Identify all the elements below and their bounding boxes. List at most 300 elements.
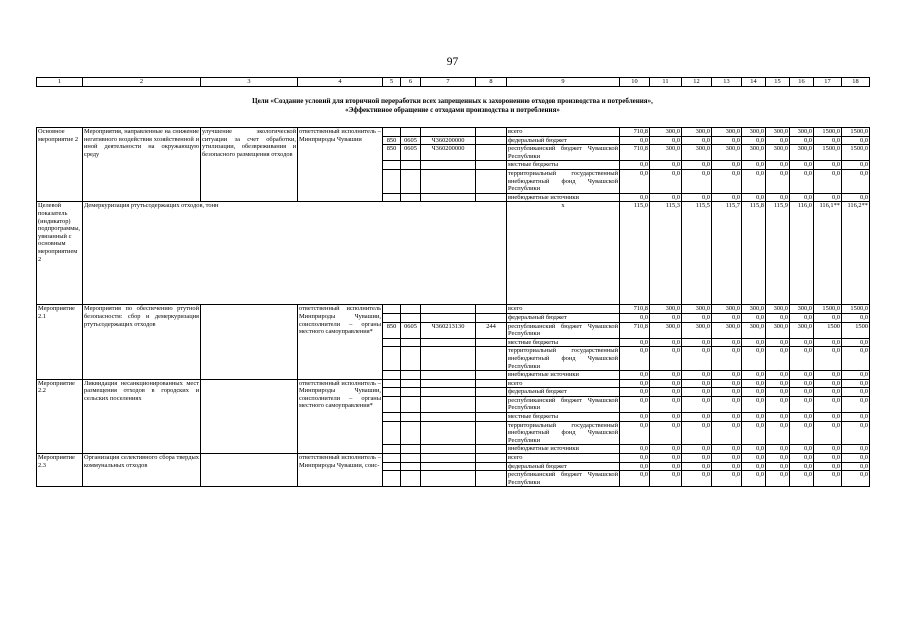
value-cell: 0,0 — [712, 445, 742, 454]
value-cell: 115,7 — [712, 202, 742, 305]
value-cell: 300,0 — [682, 305, 712, 314]
value-cell: 0,0 — [650, 161, 682, 170]
value-cell: 0,0 — [620, 445, 650, 454]
vr-code — [476, 454, 507, 463]
source-cell: республиканский бюджет Чувашской Республики — [508, 396, 618, 412]
vr-code — [476, 305, 507, 314]
rz-code: 0605 — [401, 145, 421, 161]
value-cell: 0,0 — [712, 413, 742, 422]
gr-code — [383, 413, 401, 422]
value-cell: 0,0 — [766, 347, 790, 371]
value-cell: 300,0 — [790, 322, 814, 338]
value-cell: 0,0 — [814, 454, 842, 463]
csr-code — [421, 445, 476, 454]
responsible-cell: ответственный исполнитель – Минприроды Чувашии — [298, 128, 383, 202]
value-cell: 0,0 — [842, 169, 870, 193]
value-cell: 0,0 — [650, 388, 682, 397]
source-cell: местные бюджеты — [507, 338, 620, 347]
source-cell: всего — [507, 128, 620, 137]
value-cell: 0,0 — [712, 421, 742, 445]
measure-name: Мероприятия, направленные на снижение негативного воздействия хозяйственной и иной деятельности на окружающую среду — [83, 128, 201, 202]
vr-code — [476, 161, 507, 170]
source-cell: всего — [507, 454, 620, 463]
value-cell: 0,0 — [650, 313, 682, 322]
value-cell: 0,0 — [766, 371, 790, 380]
value-cell: 0,0 — [650, 379, 682, 388]
value-cell: 300,0 — [766, 145, 790, 161]
gr-code — [383, 128, 401, 137]
value-cell: 0,0 — [620, 136, 650, 145]
value-cell: 710,8 — [620, 305, 650, 314]
gr-code — [383, 371, 401, 380]
value-cell: 0,0 — [742, 462, 766, 471]
value-cell: 0,0 — [814, 421, 842, 445]
header-cell: 3 — [201, 78, 298, 87]
value-cell: 0,0 — [742, 471, 766, 487]
rz-code — [401, 347, 421, 371]
value-cell: 0,0 — [842, 462, 870, 471]
csr-code — [421, 313, 476, 322]
header-cell: 4 — [298, 78, 383, 87]
value-cell: 0,0 — [814, 193, 842, 202]
vr-code — [476, 169, 507, 193]
value-cell: 0,0 — [814, 379, 842, 388]
rz-code — [401, 338, 421, 347]
csr-code — [421, 462, 476, 471]
source-cell: республиканский бюджет Чувашской Республики — [508, 145, 618, 160]
x-cell: x — [507, 202, 620, 305]
csr-code — [421, 454, 476, 463]
value-cell: 0,0 — [766, 421, 790, 445]
value-cell: 1500 — [814, 322, 842, 338]
header-cell: 12 — [682, 78, 712, 87]
rz-code — [401, 396, 421, 412]
status-cell: Мероприятие 2.2 — [37, 379, 83, 453]
value-cell: 0,0 — [766, 396, 790, 412]
gr-code — [383, 338, 401, 347]
value-cell: 0,0 — [814, 136, 842, 145]
table-row — [37, 454, 870, 463]
value-cell: 300,0 — [682, 145, 712, 161]
value-cell: 0,0 — [790, 379, 814, 388]
value-cell: 0,0 — [790, 396, 814, 412]
status-cell: Мероприятие 2.1 — [37, 305, 83, 379]
value-cell: 0,0 — [682, 193, 712, 202]
vr-code: 244 — [476, 322, 507, 338]
value-cell: 0,0 — [842, 313, 870, 322]
measure-name: Ликвидация несанкционированных мест размещения отходов в городских и сельских поселениях — [83, 379, 201, 453]
csr-code — [421, 128, 476, 137]
csr-code — [421, 347, 476, 371]
value-cell: 0,0 — [712, 136, 742, 145]
csr-code — [421, 471, 476, 487]
indicator-name: Демеркуризация ртутьсодержащих отходов, тонн — [83, 202, 507, 305]
value-cell: 0,0 — [712, 313, 742, 322]
value-cell: 0,0 — [682, 462, 712, 471]
rz-code — [401, 388, 421, 397]
value-cell: 300,0 — [712, 145, 742, 161]
vr-code — [476, 193, 507, 202]
value-cell: 0,0 — [620, 379, 650, 388]
value-cell: 0,0 — [766, 471, 790, 487]
csr-code: Ч360213130 — [421, 322, 476, 338]
value-cell: 0,0 — [620, 313, 650, 322]
responsible-cell: ответственный исполнитель Минприроды Чувашии, соисполнители – органы местного самоуправления* — [298, 305, 383, 379]
value-cell: 1500,0 — [814, 305, 842, 314]
value-cell: 0,0 — [712, 193, 742, 202]
rz-code — [401, 445, 421, 454]
value-cell: 0,0 — [650, 347, 682, 371]
value-cell: 0,0 — [712, 347, 742, 371]
value-cell: 0,0 — [766, 413, 790, 422]
value-cell: 0,0 — [742, 421, 766, 445]
vr-code — [476, 347, 507, 371]
value-cell: 0,0 — [712, 161, 742, 170]
rz-code — [401, 413, 421, 422]
value-cell: 0,0 — [742, 136, 766, 145]
csr-code — [421, 169, 476, 193]
value-cell: 0,0 — [842, 347, 870, 371]
value-cell: 116,2** — [842, 202, 870, 305]
value-cell: 0,0 — [790, 169, 814, 193]
status-cell: Целевой показатель (индикатор) подпрограммы, увязанный с основным мероприятием 2 — [37, 202, 83, 305]
source-cell: федеральный бюджет — [507, 313, 620, 322]
gr-code: 850 — [383, 322, 401, 338]
value-cell: 300,0 — [650, 305, 682, 314]
value-cell: 0,0 — [790, 454, 814, 463]
value-cell: 0,0 — [742, 338, 766, 347]
rz-code — [401, 193, 421, 202]
goal-cell — [201, 454, 298, 487]
vr-code — [476, 462, 507, 471]
value-cell: 0,0 — [742, 347, 766, 371]
target-indicator-row — [37, 202, 870, 305]
csr-code — [421, 379, 476, 388]
rz-code — [401, 313, 421, 322]
value-cell: 0,0 — [742, 313, 766, 322]
value-cell: 0,0 — [620, 347, 650, 371]
csr-code — [421, 193, 476, 202]
value-cell: 1500,0 — [842, 305, 870, 314]
gr-code — [383, 462, 401, 471]
source-cell: местные бюджеты — [507, 161, 620, 170]
value-cell: 0,0 — [620, 193, 650, 202]
gr-code — [383, 305, 401, 314]
rz-code — [401, 305, 421, 314]
value-cell: 0,0 — [682, 454, 712, 463]
value-cell: 0,0 — [766, 169, 790, 193]
value-cell: 0,0 — [842, 371, 870, 380]
value-cell: 300,0 — [650, 128, 682, 137]
value-cell: 0,0 — [742, 454, 766, 463]
vr-code — [476, 421, 507, 445]
value-cell: 0,0 — [620, 396, 650, 412]
value-cell: 0,0 — [842, 388, 870, 397]
gr-code — [383, 161, 401, 170]
value-cell: 710,8 — [620, 322, 650, 338]
value-cell: 1500,0 — [814, 145, 842, 161]
value-cell: 0,0 — [650, 462, 682, 471]
value-cell: 0,0 — [842, 161, 870, 170]
value-cell: 300,0 — [766, 322, 790, 338]
header-cell: 14 — [742, 78, 766, 87]
value-cell: 0,0 — [790, 161, 814, 170]
responsible-cell: ответственный исполнитель – Минприроды Чувашии, соис- — [298, 454, 383, 487]
value-cell: 0,0 — [814, 445, 842, 454]
value-cell: 0,0 — [790, 371, 814, 380]
vr-code — [476, 379, 507, 388]
value-cell: 0,0 — [790, 313, 814, 322]
gr-code: 850 — [383, 136, 401, 145]
value-cell: 0,0 — [766, 193, 790, 202]
source-cell: территориальный государственный внебюджетный фонд Чувашской Республики — [508, 169, 618, 193]
value-cell: 0,0 — [712, 396, 742, 412]
value-cell: 0,0 — [790, 421, 814, 445]
table-row — [37, 379, 870, 388]
header-cell: 5 — [383, 78, 401, 87]
value-cell: 0,0 — [712, 371, 742, 380]
value-cell: 115,3 — [650, 202, 682, 305]
rz-code — [401, 421, 421, 445]
value-cell: 300,0 — [766, 128, 790, 137]
csr-code — [421, 371, 476, 380]
value-cell: 0,0 — [682, 421, 712, 445]
vr-code — [476, 388, 507, 397]
csr-code — [421, 305, 476, 314]
value-cell: 0,0 — [650, 169, 682, 193]
rz-code — [401, 169, 421, 193]
value-cell: 0,0 — [650, 396, 682, 412]
value-cell: 0,0 — [682, 169, 712, 193]
gr-code — [383, 388, 401, 397]
rz-code: 0605 — [401, 322, 421, 338]
value-cell: 1500,0 — [842, 128, 870, 137]
source-cell: внебюджетные источники — [507, 193, 620, 202]
value-cell: 0,0 — [766, 313, 790, 322]
rz-code — [401, 462, 421, 471]
value-cell: 0,0 — [766, 379, 790, 388]
vr-code — [476, 136, 507, 145]
table-row — [37, 128, 870, 137]
value-cell: 0,0 — [682, 136, 712, 145]
value-cell: 0,0 — [814, 313, 842, 322]
csr-code — [421, 388, 476, 397]
value-cell: 0,0 — [814, 388, 842, 397]
value-cell: 0,0 — [620, 421, 650, 445]
value-cell: 0,0 — [650, 371, 682, 380]
value-cell: 0,0 — [790, 338, 814, 347]
value-cell: 0,0 — [814, 471, 842, 487]
value-cell: 0,0 — [766, 462, 790, 471]
csr-code: Ч360200000 — [421, 136, 476, 145]
vr-code — [476, 338, 507, 347]
value-cell: 0,0 — [682, 413, 712, 422]
header-cell: 7 — [421, 78, 476, 87]
header-row — [37, 78, 870, 87]
vr-code — [476, 445, 507, 454]
value-cell: 0,0 — [842, 421, 870, 445]
value-cell: 0,0 — [682, 338, 712, 347]
value-cell: 0,0 — [682, 347, 712, 371]
value-cell: 0,0 — [620, 471, 650, 487]
value-cell: 0,0 — [682, 371, 712, 380]
gr-code — [383, 471, 401, 487]
source-cell: внебюджетные источники — [507, 445, 620, 454]
value-cell: 300,0 — [682, 322, 712, 338]
value-cell: 300,0 — [650, 145, 682, 161]
vr-code — [476, 313, 507, 322]
value-cell: 115,8 — [742, 202, 766, 305]
header-cell: 16 — [790, 78, 814, 87]
value-cell: 300,0 — [790, 128, 814, 137]
value-cell: 0,0 — [842, 396, 870, 412]
responsible-cell: ответственный исполнитель – Минприроды Чувашии, соисполнители – органы местного самоуправления* — [298, 379, 383, 453]
value-cell: 300,0 — [790, 145, 814, 161]
value-cell: 0,0 — [620, 371, 650, 380]
value-cell: 0,0 — [742, 193, 766, 202]
value-cell: 0,0 — [682, 161, 712, 170]
value-cell: 0,0 — [682, 396, 712, 412]
source-cell: всего — [507, 305, 620, 314]
header-cell: 8 — [476, 78, 507, 87]
value-cell: 0,0 — [742, 379, 766, 388]
value-cell: 0,0 — [766, 136, 790, 145]
rz-code — [401, 379, 421, 388]
status-cell: Основное мероприятие 2 — [37, 128, 83, 202]
source-cell: всего — [507, 379, 620, 388]
value-cell: 300,0 — [742, 305, 766, 314]
table-row — [37, 305, 870, 314]
value-cell: 0,0 — [650, 193, 682, 202]
rz-code — [401, 128, 421, 137]
vr-code — [476, 371, 507, 380]
value-cell: 0,0 — [682, 471, 712, 487]
value-cell: 300,0 — [790, 305, 814, 314]
value-cell: 0,0 — [766, 388, 790, 397]
value-cell: 0,0 — [682, 379, 712, 388]
rz-code: 0605 — [401, 136, 421, 145]
value-cell: 300,0 — [682, 128, 712, 137]
value-cell: 0,0 — [842, 454, 870, 463]
value-cell: 0,0 — [712, 454, 742, 463]
value-cell: 0,0 — [620, 454, 650, 463]
goal-cell — [201, 379, 298, 453]
gr-code — [383, 445, 401, 454]
value-cell: 0,0 — [712, 169, 742, 193]
goal-cell — [201, 305, 298, 379]
value-cell: 0,0 — [650, 421, 682, 445]
value-cell: 1500 — [842, 322, 870, 338]
value-cell: 0,0 — [842, 471, 870, 487]
value-cell: 0,0 — [712, 462, 742, 471]
value-cell: 0,0 — [650, 413, 682, 422]
value-cell: 0,0 — [790, 136, 814, 145]
value-cell: 0,0 — [790, 445, 814, 454]
value-cell: 0,0 — [650, 471, 682, 487]
value-cell: 0,0 — [712, 379, 742, 388]
source-cell: территориальный государственный внебюджетный фонд Чувашской Республики — [508, 347, 618, 370]
value-cell: 115,9 — [766, 202, 790, 305]
source-cell: территориальный государственный внебюджетный фонд Чувашской Республики — [508, 421, 618, 444]
value-cell: 0,0 — [712, 471, 742, 487]
vr-code — [476, 413, 507, 422]
value-cell: 0,0 — [742, 388, 766, 397]
csr-code — [421, 396, 476, 412]
value-cell: 0,0 — [842, 338, 870, 347]
value-cell: 0,0 — [742, 169, 766, 193]
gr-code: 850 — [383, 145, 401, 161]
value-cell: 0,0 — [814, 396, 842, 412]
vr-code — [476, 128, 507, 137]
gr-code — [383, 193, 401, 202]
value-cell: 0,0 — [712, 338, 742, 347]
vr-code — [476, 145, 507, 161]
value-cell: 0,0 — [814, 371, 842, 380]
value-cell: 710,8 — [620, 128, 650, 137]
value-cell: 0,0 — [842, 445, 870, 454]
value-cell: 115,5 — [682, 202, 712, 305]
value-cell: 300,0 — [766, 305, 790, 314]
value-cell: 0,0 — [742, 371, 766, 380]
value-cell: 0,0 — [742, 161, 766, 170]
value-cell: 0,0 — [790, 388, 814, 397]
header-cell: 2 — [83, 78, 201, 87]
header-cell: 15 — [766, 78, 790, 87]
value-cell: 0,0 — [842, 136, 870, 145]
source-cell: федеральный бюджет — [507, 388, 620, 397]
vr-code — [476, 471, 507, 487]
source-cell: республиканский бюджет Чувашской Республики — [508, 322, 618, 338]
source-cell: внебюджетные источники — [507, 371, 620, 380]
header-cell: 18 — [842, 78, 870, 87]
csr-code — [421, 421, 476, 445]
value-cell: 0,0 — [814, 169, 842, 193]
rz-code — [401, 454, 421, 463]
value-cell: 1500,0 — [842, 145, 870, 161]
page-number: 97 — [446, 56, 459, 68]
value-cell: 0,0 — [814, 462, 842, 471]
header-cell: 6 — [401, 78, 421, 87]
source-cell: республиканский бюджет Чувашской Республики — [508, 471, 618, 486]
csr-code — [421, 338, 476, 347]
header-cell: 1 — [37, 78, 83, 87]
value-cell: 0,0 — [766, 161, 790, 170]
rz-code — [401, 371, 421, 380]
value-cell: 0,0 — [650, 338, 682, 347]
value-cell: 0,0 — [650, 136, 682, 145]
value-cell: 0,0 — [842, 193, 870, 202]
header-cell: 10 — [620, 78, 650, 87]
value-cell: 0,0 — [620, 388, 650, 397]
gr-code — [383, 313, 401, 322]
value-cell: 300,0 — [712, 305, 742, 314]
gr-code — [383, 347, 401, 371]
financing-table — [36, 77, 870, 487]
header-cell: 17 — [814, 78, 842, 87]
goal-cell: улучшение экологической ситуации за счет обработки, утилизации, обезвреживания и безопасного размещения отходов — [201, 128, 298, 202]
value-cell: 0,0 — [742, 445, 766, 454]
source-cell: местные бюджеты — [507, 413, 620, 422]
header-cell: 11 — [650, 78, 682, 87]
value-cell: 0,0 — [790, 347, 814, 371]
value-cell: 0,0 — [790, 462, 814, 471]
value-cell: 0,0 — [766, 454, 790, 463]
value-cell: 0,0 — [814, 338, 842, 347]
rz-code — [401, 471, 421, 487]
value-cell: 0,0 — [712, 388, 742, 397]
status-cell: Мероприятие 2.3 — [37, 454, 83, 487]
value-cell: 300,0 — [712, 128, 742, 137]
